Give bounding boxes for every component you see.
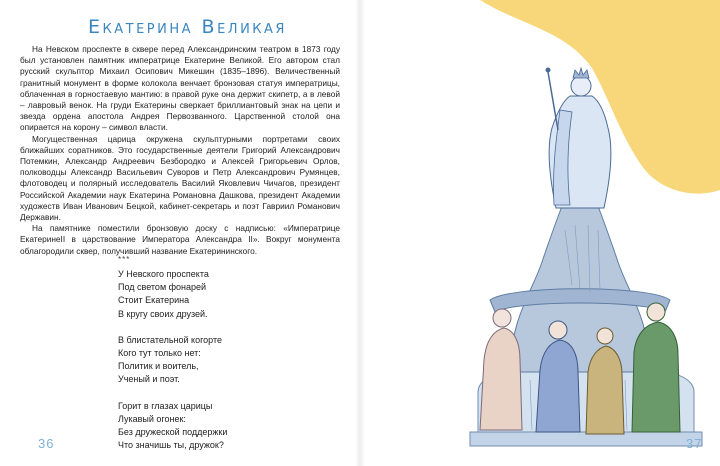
poem-line: В блистательной когорте — [118, 334, 223, 345]
poem-stanza — [118, 334, 227, 387]
scepter — [548, 72, 558, 130]
empress-head — [571, 76, 591, 96]
poem-line: Под светом фонарей — [118, 282, 207, 293]
figure-left — [480, 328, 522, 430]
monument-illustration — [360, 0, 720, 466]
poem — [118, 268, 227, 465]
poem-line: Лукавый огонек: — [118, 413, 186, 424]
paragraph: Могущественная царица окружена скульптурными портретами своих ближайших соратников. Это государственные деятели Григорий Александрович Потемкин, Александр Андреевич Безбородко и Алексей Григорьевич Орлов, полководцы Александр Васильевич Суворов и Петр Александрович Румянцев, флотоводец и полярный исследователь Василий Яковлевич Чичагов, президент Российской Академии наук Екатерина Романовна Дашкова, президент Академии художеств Иван Иванович Бецкой, кабинет-секретарь и поэт Гавриил Романович Державин. — [20, 133, 340, 223]
poem-line: В кругу своих друзей. — [118, 308, 208, 319]
poem-stanza — [118, 400, 227, 453]
figure-right-center — [586, 346, 624, 434]
book-gutter — [355, 0, 365, 466]
poem-line: У Невского проспекта — [118, 269, 209, 279]
poem-line: Кого тут только нет: — [118, 348, 201, 359]
page-title: Екатерина Великая — [88, 16, 287, 38]
page-number-left: 36 — [38, 436, 55, 451]
figure-left-head — [493, 309, 511, 327]
scepter-top — [546, 68, 551, 73]
poem-separator: *** — [118, 255, 131, 264]
right-page — [360, 0, 720, 466]
figure-center-head — [549, 321, 567, 339]
page-number-right: 37 — [686, 436, 703, 451]
poem-stanza — [118, 268, 227, 321]
paragraph: На памятнике поместили бронзовую доску с надписью: «Императрице ЕкатеринеII в царствование Императора Александра II». Вокруг монумента облагородили сквер, получивший название Екатерининского. — [20, 223, 340, 256]
figure-right-head — [647, 303, 665, 321]
poem-line: Стоит Екатерина — [118, 295, 190, 306]
poem-line: Горит в глазах царицы — [118, 400, 213, 411]
poem-line: Что значишь ты, дружок? — [118, 440, 224, 451]
figure-right-center-head — [597, 328, 613, 344]
paragraph: На Невском проспекте в сквере перед Александринским театром в 1873 году был установлен памятник императрице Екатерине Великой. Его автором стал русский скульптор Михаил Осипович Микешин (1835–1896). Величественный гранитный монумент в форме колокола венчает бронзовая статуя императрицы, облаченная в горностаевую мантию: в правой руке она держит скипетр, а в левой – лавровый венок. На груди Екатерины сверкает бриллиантовый знак на цепи и звезда ордена апостола Андрея Первозванного. Царственной столой она опирается на корону – символ власти. — [20, 44, 340, 133]
figure-right — [632, 322, 680, 432]
article-text — [20, 44, 340, 257]
poem-line: Ученый и поэт. — [118, 374, 180, 385]
crown — [573, 68, 589, 78]
poem-line: Без дружеской поддержки — [118, 427, 228, 438]
poem-line: Политик и воитель, — [118, 361, 199, 372]
